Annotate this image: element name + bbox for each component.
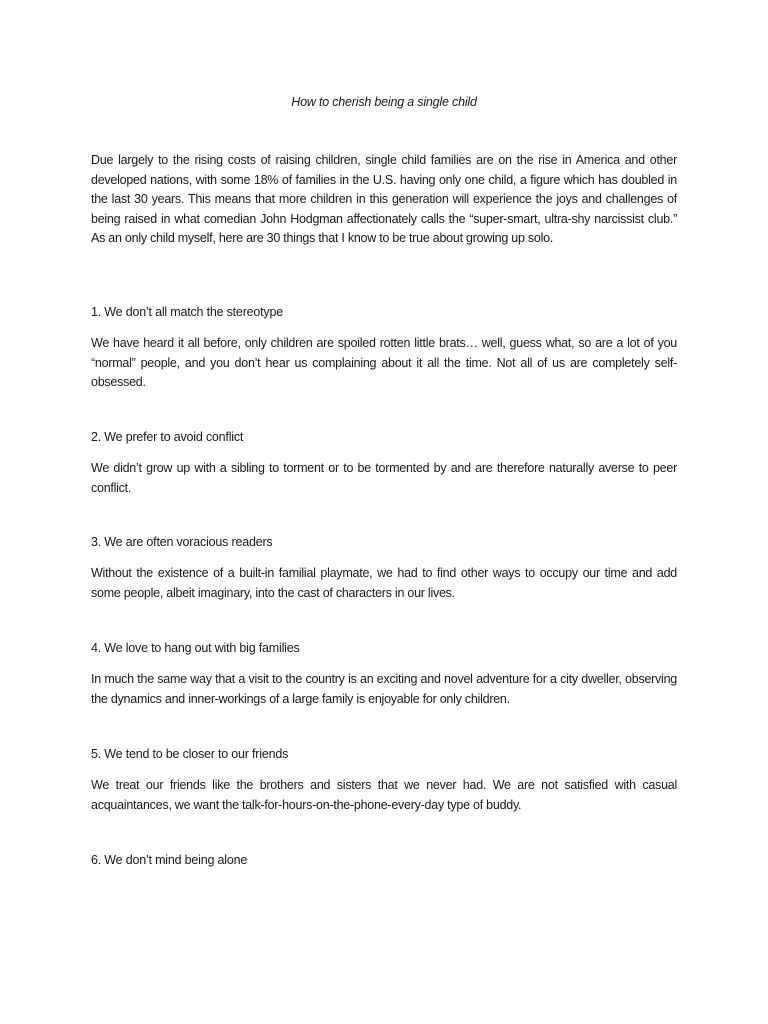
- section-body: In much the same way that a visit to the country is an exciting and novel adventure for a city dweller, observing the dynamics and inner-workings of a large family is enjoyable for only children.: [91, 672, 677, 706]
- section-heading: 3. We are often voracious readers: [91, 535, 273, 549]
- section-heading: 5. We tend to be closer to our friends: [91, 747, 289, 761]
- section-5: [91, 747, 677, 815]
- section-heading: 6. We don’t mind being alone: [91, 853, 248, 867]
- section-4: [91, 641, 677, 709]
- section-body: We didn’t grow up with a sibling to torment or to be tormented by and are therefore naturally averse to peer conflict.: [91, 461, 677, 495]
- section-6: [91, 853, 677, 868]
- section-1: [91, 305, 677, 393]
- section-3: [91, 535, 677, 603]
- section-2: [91, 430, 677, 498]
- intro-paragraph: Due largely to the rising costs of raising children, single child families are on the rise in America and other developed nations, with some 18% of families in the U.S. having only one child, a figure which has doubled in the last 30 years. This means that more children in this generation will experience the joys and challenges of being raised in what comedian John Hodgman affectionately calls the “super-smart, ultra-shy narcissist club.” As an only child myself, here are 30 things that I know to be true about growing up solo.: [91, 153, 677, 246]
- section-body: Without the existence of a built-in familial playmate, we had to find other ways to occupy our time and add some people, albeit imaginary, into the cast of characters in our lives.: [91, 566, 677, 600]
- document-title: How to cherish being a single child: [291, 95, 477, 109]
- section-body: We treat our friends like the brothers and sisters that we never had. We are not satisfied with casual acquaintances, we want the talk-for-hours-on-the-phone-every-day type of buddy.: [91, 778, 677, 812]
- section-heading: 4. We love to hang out with big families: [91, 641, 300, 655]
- section-heading: 1. We don’t all match the stereotype: [91, 305, 283, 319]
- section-body: We have heard it all before, only children are spoiled rotten little brats… well, guess what, so are a lot of you “normal” people, and you don’t hear us complaining about it all the time. Not all of us are completely self-obsessed.: [91, 336, 677, 390]
- section-heading: 2. We prefer to avoid conflict: [91, 430, 244, 444]
- document-content: [91, 95, 677, 249]
